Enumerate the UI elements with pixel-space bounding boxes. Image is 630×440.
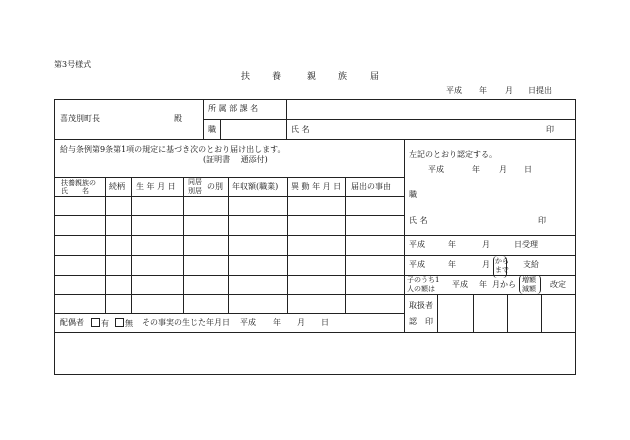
title-char-1: 扶 [241,72,251,82]
title-char-2: 養 [272,72,282,82]
name-label: 氏 名 [291,125,310,134]
affiliation-label: 所 属 部 課 名 [208,104,259,113]
statement-line2: (証明書 通添付) [203,155,268,164]
spouse-no-label: 無 [125,319,133,328]
header-change-date: 異 動 年 月 日 [291,182,342,191]
form-number: 第3号様式 [54,60,92,69]
title-char-5: 届 [370,72,380,82]
spouse-no-option[interactable] [112,318,133,329]
applicant-seal: 印 [546,125,554,134]
amount-revise: 改定 [550,280,566,289]
amount-decrease: 減額 [522,285,536,293]
amount-increase: 増額 [522,276,536,284]
title-char-4: 族 [338,72,348,82]
payment-year: 年 [448,260,456,269]
approval-statement: 左記のとおり認定する。 [409,150,497,159]
amount-label-top: 子のうち1 [407,276,440,284]
header-cohabit-suffix: の別 [207,182,223,191]
amount-label-bottom: 人の額は [407,285,435,293]
received-suffix: 日受理 [514,240,538,249]
received-year: 年 [448,240,456,249]
payment-suffix: 支給 [523,260,539,269]
spouse-month: 月 [297,318,305,327]
approval-era: 平成 [428,165,444,174]
header-cohabit-bottom: 別居 [188,187,202,195]
position-label: 職 [208,125,216,134]
handler-label-top: 取扱者 [409,301,433,310]
submit-month: 月 [505,86,513,95]
header-reason: 届出の事由 [351,182,391,191]
payment-until: まで [495,266,509,274]
header-birth-date: 生 年 月 日 [136,182,176,191]
header-annual-income: 年収額(職業) [232,182,279,191]
spouse-day: 日 [321,318,329,327]
payment-era: 平成 [409,260,425,269]
checkbox-icon [115,318,124,327]
submit-year: 年 [479,86,487,95]
received-month: 月 [482,240,490,249]
submit-era: 平成 [446,86,462,95]
spouse-yes-option[interactable] [88,318,109,329]
title-char-3: 親 [307,72,317,82]
amount-era: 平成 [452,280,468,289]
spouse-fact-date-label: その事実の生じた年月日 [142,318,230,327]
approver-position-label: 職 [409,190,417,199]
spouse-label: 配偶者 [60,318,84,327]
spouse-year: 年 [273,318,281,327]
approval-day: 日 [524,165,532,174]
payment-month: 月 [482,260,490,269]
header-relation: 続柄 [109,182,125,191]
amount-month-from: 月から [492,280,516,289]
amount-year: 年 [479,280,487,289]
received-era: 平成 [409,240,425,249]
approver-seal: 印 [538,216,546,225]
statement-line1: 給与条例第9条第1項の規定に基づき次のとおり届け出します。 [60,145,286,154]
approval-year: 年 [472,165,480,174]
submit-day: 日提出 [528,86,552,95]
header-dependent-top: 扶養親族の [61,179,96,187]
spouse-era: 平成 [240,318,256,327]
payment-from: から [495,257,509,265]
recipient-name: 喜茂別町長 [60,114,100,123]
header-dependent-bottom: 氏 名 [61,187,89,195]
approval-month: 月 [499,165,507,174]
approver-name-label: 氏 名 [409,216,428,225]
spouse-yes-label: 有 [101,319,109,328]
header-cohabit-top: 同居 [188,178,202,186]
handler-label-bottom: 認 印 [409,317,433,326]
recipient-honorific: 殿 [174,114,182,123]
checkbox-icon [91,318,100,327]
form-frame [54,99,576,375]
